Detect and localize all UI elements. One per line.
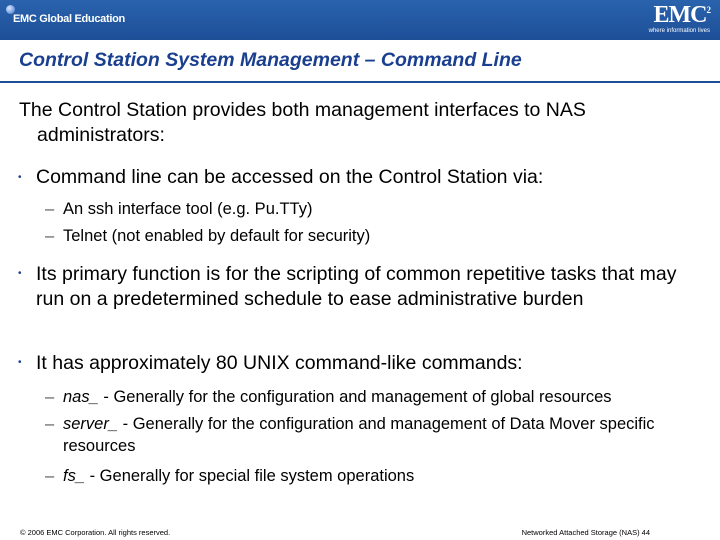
edu-logo-text: EMC Global Education xyxy=(13,13,125,25)
header-banner xyxy=(0,0,720,40)
footer-copyright: © 2006 EMC Corporation. All rights reserved. xyxy=(20,528,171,537)
sub-bullet-nas: – nas_ - Generally for the configuration and management of global resources xyxy=(45,388,612,406)
command-prefix: fs_ xyxy=(63,467,86,485)
command-prefix: nas_ xyxy=(63,388,99,406)
sub-bullet-fs: – fs_ - Generally for special file system operations xyxy=(45,467,415,485)
footer-page-label: Networked Attached Storage (NAS) 44 xyxy=(521,528,650,537)
slide-title: Control Station System Management – Command Line xyxy=(19,49,522,71)
bullet-icon: • xyxy=(18,357,22,368)
bullet-icon: • xyxy=(18,172,22,183)
dash-icon: – xyxy=(45,467,55,485)
emc-logo-mark: EMC$^2$ xyxy=(653,2,710,28)
intro-paragraph: The Control Station provides both management interfaces to NAS administrators: xyxy=(19,99,586,146)
dash-icon: – xyxy=(45,388,55,406)
command-prefix: server_ xyxy=(63,415,119,433)
sub-bullet-ssh: – An ssh interface tool (e.g. Pu.TTy) xyxy=(45,200,313,218)
sub-bullet-telnet: – Telnet (not enabled by default for security) xyxy=(45,227,371,245)
title-rule xyxy=(0,81,720,83)
sub-bullet-server: – server_ - Generally for the configuration and management of Data Mover specific resources xyxy=(45,415,655,455)
emc-global-education-logo xyxy=(2,3,125,33)
bullet-unix-commands: It has approximately 80 UNIX command-like commands: xyxy=(36,352,523,374)
dash-icon: – xyxy=(45,200,55,218)
bullet-scripting: Its primary function is for the scripting of common repetitive tasks that may run on a predetermined schedule to ease administrative burden xyxy=(36,263,677,310)
dash-icon: – xyxy=(45,227,55,245)
emc-tagline: where information lives xyxy=(648,28,710,34)
bullet-command-line: Command line can be accessed on the Control Station via: xyxy=(36,166,544,188)
emc-logo xyxy=(626,4,712,38)
dash-icon: – xyxy=(45,415,55,433)
bullet-icon: • xyxy=(18,268,22,279)
